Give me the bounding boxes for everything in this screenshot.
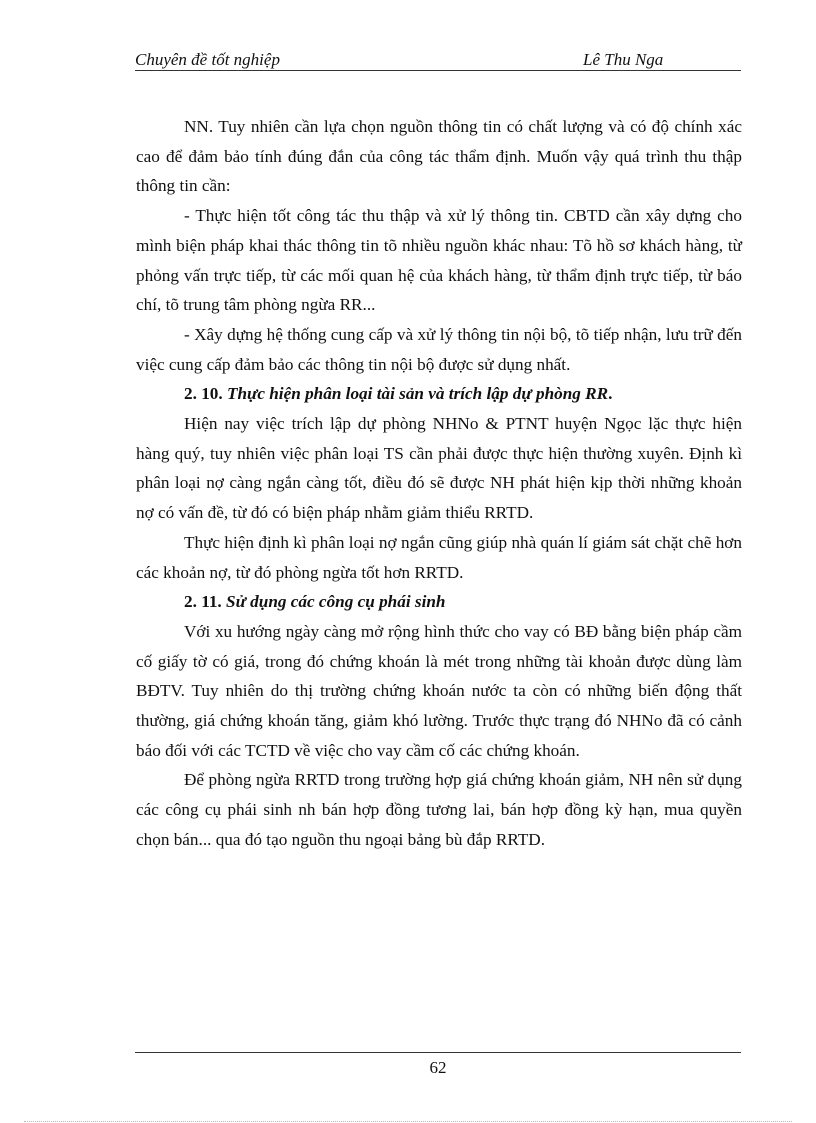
header-document-title: Chuyên đề tốt nghiệp [135,50,280,69]
paragraph-3: - Xây dựng hệ thống cung cấp và xử lý thông tin nội bộ, tõ tiếp nhận, lưu trữ đến việc cung cấp đảm bảo các thông tin nội bộ được sử dụng nhất. [136,324,742,374]
section-title: Thực hiện phân loại tài sản và trích lập dự phòng RR [226,384,609,404]
header-author: Lê Thu Nga [583,50,664,69]
page-content [136,112,742,855]
footer-divider [135,1052,741,1053]
paragraph-6: Với xu hướng ngày càng mở rộng hình thức cho vay có BĐ bằng biện pháp cầm cố giấy tờ có giá, trong đó chứng khoán là mét trong những tài khoản được dùng làm BĐTV. Tuy nhiên do thị trường chứng khoán nước ta còn có những biến động thất thường, giá chứng khoán tăng, giảm khó lường. Trước thực trạng đó NHNo đã có cảnh báo đối với các TCTD về việc cho vay cầm cố các chứng khoán. [136,621,742,760]
section-title: Sử dụng các công cụ phái sinh [226,592,446,612]
paragraph-4: Hiện nay việc trích lập dự phòng NHNo & PTNT huyện Ngọc lặc thực hiện hàng quý, tuy nhiên việc phân loại TS cần phải được thực hiện thường xuyên. Định kì phân loại nợ càng ngắn càng tốt, điều đó sẽ được NH phát hiện kịp thời những khoản nợ có vấn đề, từ đó có biện pháp nhằm giảm thiểu RRTD. [136,414,742,523]
section-heading-2-11 [136,587,742,617]
paragraph-2: - Thực hiện tốt công tác thu thập và xử lý thông tin. CBTD cần xây dựng cho mình biện pháp khai thác thông tin tõ nhiều nguồn khác nhau: Tõ hồ sơ khách hàng, từ phỏng vấn trực tiếp, từ các mối quan hệ của khách hàng, từ thẩm định trực tiếp, từ báo chí, tõ trung tâm phòng ngừa RR... [136,206,742,315]
section-number: 2. 10. [184,384,223,404]
paragraph-7: Để phòng ngừa RRTD trong trường hợp giá chứng khoán giảm, NH nên sử dụng các công cụ phái sinh nh bán hợp đồng tương lai, bán hợp đồng kỳ hạn, mua quyền chọn bán... qua đó tạo nguồn thu ngoại bảng bù đắp RRTD. [136,770,742,849]
page-bottom-edge [24,1121,792,1122]
section-heading-2-10 [136,379,742,409]
section-title-period: . [608,384,613,404]
paragraph-1: NN. Tuy nhiên cần lựa chọn nguồn thông tin có chất lượng và có độ chính xác cao để đảm bảo tính đúng đắn của công tác thẩm định. Muốn vậy quá trình thu thập thông tin cần: [136,117,742,196]
section-number: 2. 11. [184,592,222,612]
paragraph-5: Thực hiện định kì phân loại nợ ngắn cũng giúp nhà quán lí giám sát chặt chẽ hơn các khoản nợ, từ đó phòng ngừa tốt hơn RRTD. [136,532,742,582]
page-number: 62 [429,1058,447,1077]
page-header [135,50,741,71]
